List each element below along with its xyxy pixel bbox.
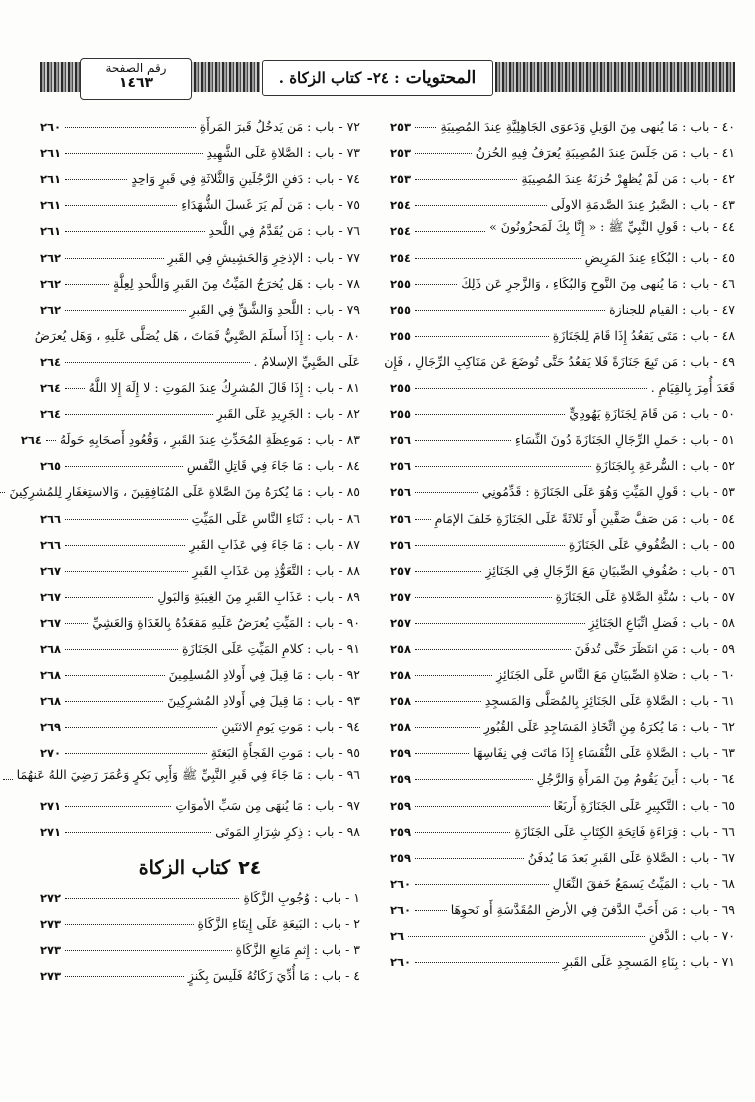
book-heading	[40, 839, 360, 879]
leader-dots	[415, 779, 533, 780]
toc-entry-page: ٢٦٨	[40, 668, 62, 683]
toc-entry-text: ٨٧ - باب : مَا جَاءَ فِي عَذَابِ القَبرِ	[189, 536, 360, 552]
toc-entry-page: ٢٦٤	[40, 407, 62, 422]
toc-entry	[40, 656, 360, 682]
toc-entry	[40, 682, 360, 708]
toc-entry-text: ٥٣ - باب : قَولِ المَيِّتِ وَهُوَ عَلَى الجَنَازَةِ : قَدِّمُونِي	[481, 484, 735, 500]
toc-entry	[390, 839, 735, 865]
leader-dots	[65, 950, 231, 951]
toc-entry-text: ٨٢ - باب : الجَرِيدِ عَلَى القَبرِ	[216, 406, 360, 422]
toc-entry-page: ٢٦٨	[40, 641, 62, 656]
header-title-box	[262, 60, 493, 96]
toc-entry	[40, 160, 360, 186]
toc-entry-text: ٨٠ - باب : إِذَا أَسلَمَ الصَّبِيُّ فَمَاتَ ، هَل يُصَلَّى عَلَيهِ ، وَهَل يُعرَضُ	[34, 327, 360, 343]
toc-entry-text: ٩١ - باب : كلامِ المَيِّتِ عَلَى الجَنَازَةِ	[182, 640, 360, 656]
toc-entry-text: ٤ - باب : مَا أُدِّيَ زَكَاتُهُ فَلَيسَ بِكَنزٍ	[187, 968, 360, 983]
toc-entry-text: ٢ - باب : البَيعَةِ عَلَى إِيتَاءِ الزَّكَاةِ	[197, 915, 360, 931]
leader-dots	[65, 545, 185, 546]
toc-entry	[390, 708, 735, 734]
toc-entry	[390, 760, 735, 786]
toc-entry	[40, 879, 360, 905]
toc-entry-page: ٢٧٣	[40, 916, 62, 931]
toc-entry-text: ٣ - باب : إِثمِ مَانِعِ الزَّكَاةِ	[235, 941, 360, 957]
toc-entry-page: ٢٥٥	[390, 381, 412, 396]
toc-entry-text: ٧٨ - باب : هَل يُخرَجُ المَيِّتُ مِنَ القَبرِ وَاللَّحدِ لِعِلَّةٍ	[112, 275, 360, 291]
toc-entry-text: ٤٩ - باب : مَن تَبِعَ جَنَازَةً فَلا يَقعُدُ حَتَّى تُوضَعَ عَن مَنَاكِبِ الرِّجَالِ ، فَإِن	[384, 353, 735, 369]
toc-entry-page: ٢٦٠	[40, 120, 62, 135]
toc-entry	[16, 760, 360, 786]
toc-column-right	[384, 108, 735, 970]
toc-entry-text: ٦٧ - باب : الصَّلاةِ عَلَى القَبرِ بَعدَ مَا يُدفَنُ	[527, 849, 735, 865]
toc-entry-text: ٦٣ - باب : الصَّلاةِ عَلَى النُّفَسَاءِ إِذَا مَاتَت فِي نِفَاسِهَا	[473, 745, 735, 761]
toc-entry-page: ٢٥٧	[390, 563, 412, 578]
toc-entry-text: ٩٤ - باب : مَوتِ يَومِ الاثنَينِ	[221, 719, 360, 735]
page-header	[40, 58, 735, 98]
toc-entry-page: ٢٥٨	[390, 694, 412, 709]
toc-entry-page: ٢٥٤	[390, 224, 412, 239]
toc-entry	[40, 134, 360, 160]
leader-dots	[65, 153, 202, 154]
toc-entry-text: ٥٤ - باب : مَن صَفَّ صَفَّينِ أَو ثَلاثَةً عَلَى الجَنَازَةِ خَلفَ الإمَامِ	[434, 510, 735, 526]
leader-dots	[415, 258, 581, 259]
leader-dots	[415, 910, 447, 911]
leader-dots	[415, 545, 565, 546]
toc-entry	[40, 578, 360, 604]
toc-entry-text: ١ - باب : وُجُوبِ الزَّكَاةِ	[243, 889, 360, 905]
toc-entry-text: ٤٣ - باب : الصَّبرُ عِندَ الصَّدمَةِ الاولَى	[550, 197, 735, 213]
toc-entry-page: ٢٥٤	[390, 198, 412, 213]
toc-entry	[390, 865, 735, 891]
toc-entry-text: ٨٤ - باب : مَا جَاءَ فِي قَاتِلِ النَّفسِ	[186, 458, 360, 474]
toc-entry-page: ٢٥٩	[390, 798, 412, 813]
leader-dots	[65, 466, 183, 467]
toc-entry-text: ٥٧ - باب : سُنَّةِ الصَّلاةِ عَلَى الجَنَازَةِ	[555, 588, 735, 604]
header-subtitle: : ٢٤- كتاب الزكاة .	[278, 69, 400, 87]
header-ornament-right	[495, 62, 735, 92]
toc-entry-page: ٢٦٤	[40, 381, 62, 396]
toc-entry-text: ٨٨ - باب : التَّعَوُّذِ مِن عَذَابِ القَبرِ	[192, 562, 360, 578]
toc-entry	[390, 447, 735, 473]
toc-entry	[390, 786, 735, 812]
toc-entry	[390, 734, 735, 760]
toc-entry-page: ٢٦٠	[390, 876, 412, 891]
toc-entry-page: ٢٥٦	[390, 485, 412, 500]
toc-entry-page: ٢٦٠	[390, 902, 412, 917]
leader-dots	[65, 753, 207, 754]
leader-dots	[65, 806, 171, 807]
leader-dots	[415, 858, 524, 859]
toc-entry-page: ٢٦٢	[40, 250, 62, 265]
toc-entry	[40, 291, 360, 317]
book-title: كتاب الزكاة	[138, 856, 231, 879]
header-page-box	[80, 58, 192, 100]
toc-entry	[390, 499, 735, 525]
toc-entry-text: ٤١ - باب : مَن جَلَسَ عِندَ المُصِيبَةِ يُعرَفُ فِيهِ الحُزنُ	[475, 145, 735, 161]
leader-dots	[415, 675, 492, 676]
toc-entry	[390, 212, 735, 238]
toc-entry	[390, 238, 735, 264]
toc-entry-text: ٥٦ - باب : صُفُوفِ الصِّبيَانِ مَعَ الرِّجَالِ فِي الجَنَائِزِ	[485, 562, 735, 578]
toc-entry	[390, 604, 735, 630]
leader-dots	[408, 936, 645, 937]
leader-dots	[65, 623, 88, 624]
toc-entry-text: ٥٥ - باب : الصُّفُوفِ عَلَى الجَنَازَةِ	[568, 536, 735, 552]
toc-entry-text-cont: قَعَدَ أُمِرَ بِالقِيَامِ .	[650, 380, 735, 396]
toc-entry-page: ٢٦٦	[40, 537, 62, 552]
toc-entry-text: ٨٦ - باب : ثَنَاءِ النَّاسِ عَلَى المَيِّتِ	[191, 510, 360, 526]
leader-dots	[415, 179, 517, 180]
leader-dots	[65, 127, 196, 128]
toc-entry-page: ٢٥٣	[390, 172, 412, 187]
toc-entry-page: ٢٦٠	[390, 955, 412, 970]
leader-dots	[65, 675, 165, 676]
toc-entry-text: ٥٨ - باب : فَضلِ اتِّبَاعِ الجَنَائِزِ	[588, 614, 735, 630]
leader-dots	[415, 649, 571, 650]
toc-entry	[40, 552, 360, 578]
toc-entry	[390, 473, 735, 499]
leader-dots	[415, 884, 549, 885]
leader-dots	[415, 466, 591, 467]
toc-entry-text: ٤٢ - باب : مَن لَمْ يُظهِرْ حُزنَهُ عِندَ المُصِيبَةِ	[521, 171, 735, 187]
toc-entry	[40, 395, 360, 421]
toc-entry	[40, 499, 360, 525]
toc-entry-page: ٢٥٨	[390, 641, 412, 656]
toc-entry	[40, 931, 360, 957]
toc-entry	[40, 265, 360, 291]
leader-dots	[65, 362, 249, 363]
leader-dots	[65, 258, 163, 259]
leader-dots	[415, 962, 559, 963]
toc-entry	[390, 160, 735, 186]
leader-dots	[415, 440, 511, 441]
toc-entry-page: ٢٥٩	[390, 772, 412, 787]
toc-entry-page: ٢٥٥	[390, 302, 412, 317]
toc-entry-page: ٢٥٦	[390, 433, 412, 448]
toc-entry-text: ٦٦ - باب : قِرَاءَةِ فَاتِحَةِ الكِتَابِ عَلَى الجَنَازَةِ	[514, 823, 735, 839]
toc-entry	[40, 708, 360, 734]
leader-dots	[65, 179, 127, 180]
toc-entry-text: ٩٧ - باب : مَا يُنهَى مِن سَبِّ الأموَاتِ	[175, 797, 360, 813]
toc-entry	[390, 943, 735, 969]
toc-entry-page: ٢٦١	[40, 172, 62, 187]
toc-entry-text: ٧٩ - باب : اللَّحدِ وَالشَّقِّ فِي القَبرِ	[189, 301, 360, 317]
toc-entry-text: ٨١ - باب : إِذَا قَالَ المُشرِكُ عِندَ المَوتِ : لا إِلَهَ إِلا اللَّهُ	[88, 380, 360, 396]
toc-entry-page: ٢٥٩	[390, 746, 412, 761]
leader-dots	[65, 924, 193, 925]
toc-entry-page: ٢٥٩	[390, 850, 412, 865]
toc-entry	[390, 186, 735, 212]
leader-dots	[3, 779, 13, 780]
toc-entry-page: ٢٧٠	[40, 746, 62, 761]
toc-entry-text: ٦٥ - باب : التَّكبِيرِ عَلَى الجَنَازَةِ أَربَعًا	[553, 797, 735, 813]
toc-entry	[40, 630, 360, 656]
toc-entry-text: ٧٦ - باب : مَن يُقَدَّمُ فِي اللَّحدِ	[208, 223, 360, 239]
toc-entry-page: ٢٧١	[40, 824, 62, 839]
toc-entry-page: ٢٦١	[40, 198, 62, 213]
toc-entry-page: ٢٦٨	[40, 694, 62, 709]
toc-entry	[390, 656, 735, 682]
leader-dots	[0, 492, 5, 493]
toc-entry-page: ٢٥٥	[390, 407, 412, 422]
toc-entry-text: ٤٠ - باب : مَا يُنهى مِنَ الوَيلِ وَدَعوَى الجَاهِلِيَّةِ عِندَ المُصِيبَةِ	[440, 119, 735, 135]
leader-dots	[65, 571, 188, 572]
leader-dots	[415, 701, 481, 702]
toc-entry-text: ٩٢ - باب : مَا قِيلَ فِي أَولادِ المُسلِمِينَ	[168, 667, 360, 683]
toc-entry	[40, 905, 360, 931]
toc-entry-text: ٤٥ - باب : البُكَاءِ عِندَ المَرِيضِ	[584, 249, 735, 265]
toc-entry-text: ٧٤ - باب : دَفنِ الرَّجُلَينِ وَالثَّلاثَةِ فِي قَبرٍ وَاحِدٍ	[131, 171, 360, 187]
toc-entry-text: ٤٦ - باب : مَا يُنهى مِنَ النَّوحِ وَالبُكَاءِ ، وَالزَّجرِ عَن ذَلِكَ	[461, 275, 735, 291]
toc-entry	[40, 212, 360, 238]
toc-entry-text: ٩٠ - باب : المَيِّتِ يُعرَضُ عَلَيهِ مَقعَدُهُ بِالغَدَاةِ وَالعَشِيِّ	[92, 614, 360, 630]
toc-entry-text: ٥٩ - باب : مَنِ انتَظَرَ حَتَّى تُدفَنَ	[574, 640, 735, 656]
toc-entry	[40, 369, 360, 395]
toc-entry-text: ٤٨ - باب : مَتَى يَقعُدُ إِذَا قَامَ لِلجَنَازَةِ	[552, 327, 735, 343]
leader-dots	[46, 440, 56, 441]
toc-entry-text: ٩٥ - باب : مَوتِ الفَجأَةِ البَغتَةِ	[210, 745, 360, 761]
leader-dots	[65, 414, 213, 415]
toc-entry	[390, 813, 735, 839]
leader-dots	[65, 388, 85, 389]
leader-dots	[65, 898, 239, 899]
toc-entry-page: ٢٦٤	[20, 433, 42, 448]
toc-column-left	[9, 108, 360, 983]
toc-entry-text: ٦٤ - باب : أَينَ يَقُومُ مِنَ المَرأَةِ وَالرَّجُلِ	[536, 771, 735, 787]
leader-dots	[65, 976, 184, 977]
toc-entry-page: ٢٧٢	[40, 890, 62, 905]
leader-dots	[415, 153, 472, 154]
toc-entry-text: ٤٤ - باب : قَولِ النَّبِيِّ ﷺ : « إِنَّا بِكَ لَمَحزُونُونَ »	[489, 219, 735, 235]
toc-entry-page: ٢٦٧	[40, 563, 62, 578]
header-title: المحتويات	[405, 68, 477, 88]
toc-entry-text: ٧٧ - باب : الإذخِرِ وَالحَشِيشِ فِي القَبرِ	[167, 249, 360, 265]
toc-entry-page: ٢٥٧	[390, 615, 412, 630]
leader-dots	[65, 519, 188, 520]
leader-dots	[415, 753, 469, 754]
toc-entry	[390, 291, 735, 317]
toc-entry-page: ٢٧٣	[40, 942, 62, 957]
toc-entry-text: ٥٢ - باب : السُّرعَةِ بِالجَنَازَةِ	[595, 458, 735, 474]
toc-entry	[40, 526, 360, 552]
leader-dots	[65, 284, 109, 285]
leader-dots	[415, 571, 481, 572]
toc-entry-text: ٨٥ - باب : مَا يُكرَهُ مِنَ الصَّلاةِ عَلَى المُنَافِقِينَ ، وَالاستِغفَارِ لِلمُشرِكِينَ	[9, 484, 360, 500]
toc-entry-page: ٢٥٦	[390, 537, 412, 552]
toc-entry	[20, 421, 360, 448]
toc-entry	[390, 526, 735, 552]
leader-dots	[65, 832, 211, 833]
toc-entry-page: ٢٦١	[40, 224, 62, 239]
leader-dots	[65, 727, 217, 728]
toc-entry	[390, 317, 735, 343]
toc-entry	[40, 734, 360, 760]
toc-entry	[40, 108, 360, 134]
toc-entry	[384, 343, 735, 396]
toc-entry	[390, 108, 735, 134]
toc-entry-text: ٤٧ - باب : القيام للجنازة	[609, 301, 735, 317]
toc-entry	[40, 604, 360, 630]
toc-entry	[40, 186, 360, 212]
leader-dots	[65, 597, 153, 598]
toc-entry	[40, 447, 360, 473]
toc-entry-page: ٢٦٢	[40, 302, 62, 317]
toc-entry-page: ٢٦٧	[40, 615, 62, 630]
toc-entry-page: ٢٥٤	[390, 250, 412, 265]
toc-entry-page: ٢٥٥	[390, 276, 412, 291]
toc-entry-text: ٨٣ - باب : مَوعِظَةِ المُحَدِّثِ عِندَ القَبرِ ، وَقُعُودِ أَصحَابِهِ حَولَهُ	[59, 432, 360, 448]
toc-entry	[390, 630, 735, 656]
leader-dots	[65, 701, 163, 702]
toc-entry-text: ٦١ - باب : الصَّلاةِ عَلَى الجَنَائِزِ بِالمُصَلَّى وَالمَسجِدِ	[484, 693, 735, 709]
toc-entry-page: ٢٦٤	[40, 354, 62, 369]
toc-entry-page: ٢٥٧	[390, 589, 412, 604]
leader-dots	[415, 519, 431, 520]
toc-entry-page: ٢٥٥	[390, 328, 412, 343]
toc-entry-text: ٧٣ - باب : الصَّلاةِ عَلَى الشَّهِيدِ	[206, 145, 360, 161]
leader-dots	[65, 231, 204, 232]
toc-entry-text: ٥١ - باب : حَملِ الرِّجَالِ الجَنَازَةَ دُونَ النِّسَاءِ	[514, 432, 735, 448]
leader-dots	[415, 597, 552, 598]
toc-entry-text: ٦٨ - باب : المَيِّتُ يَسمَعُ خَفقَ النِّعَالِ	[552, 875, 735, 891]
toc-entry-text: ٥٠ - باب : مَن قَامَ لِجَنَازَةِ يَهُودِيٍّ	[569, 406, 735, 422]
toc-entry	[390, 891, 735, 917]
leader-dots	[65, 205, 177, 206]
toc-entry	[390, 917, 735, 943]
leader-dots	[65, 310, 186, 311]
toc-entry	[390, 578, 735, 604]
toc-entry-text: ٦٩ - باب : مَن أَحَبَّ الدَّفنَ فِي الأرضِ المُقَدَّسَةِ أَو نَحوِهَا	[450, 901, 735, 917]
leader-dots	[415, 727, 480, 728]
leader-dots	[415, 336, 549, 337]
toc-entry-text-cont: عَلَى الصَّبِيِّ الإسلامُ .	[253, 353, 360, 369]
leader-dots	[65, 649, 178, 650]
toc-entry-page: ٢٧١	[40, 798, 62, 813]
toc-entry-text: ٦٢ - باب : مَا يُكرَهُ مِنِ اتِّخَاذِ المَسَاجِدِ عَلَى القُبُورِ	[483, 719, 735, 735]
toc-entry-page: ٢٦١	[40, 146, 62, 161]
leader-dots	[415, 127, 436, 128]
page-number: ١٤٦٣	[118, 75, 154, 91]
book-number: ٢٤	[238, 856, 262, 879]
toc-entry-page: ٢٥٣	[390, 146, 412, 161]
toc-entry-page: ٢٦٥	[40, 459, 62, 474]
toc-entry-text: ٧٠ - باب : الدَّفنِ	[648, 928, 735, 943]
toc-entry	[390, 682, 735, 708]
toc-entry	[390, 421, 735, 447]
leader-dots	[415, 492, 478, 493]
toc-entry-page: ٢٥٨	[390, 720, 412, 735]
page-number-label: رقم الصفحة	[105, 61, 167, 75]
toc-entry-text: ٧٢ - باب : مَن يَدخُلُ قَبرَ المَرأَةِ	[199, 119, 360, 135]
toc-entry	[34, 317, 360, 369]
leader-dots	[415, 806, 549, 807]
toc-entry	[9, 473, 360, 500]
toc-entry-page: ٢٦٧	[40, 589, 62, 604]
toc-entry	[40, 786, 360, 812]
leader-dots	[415, 388, 647, 389]
toc-entry	[40, 957, 360, 983]
toc-entry-page: ٢٥٦	[390, 459, 412, 474]
leader-dots	[415, 310, 605, 311]
leader-dots	[415, 231, 485, 232]
leader-dots	[415, 284, 457, 285]
toc-entry	[390, 134, 735, 160]
toc-entry	[390, 395, 735, 421]
toc-entry-page: ٢٥٣	[390, 120, 412, 135]
toc-entry	[390, 265, 735, 291]
toc-entry-text: ٧٥ - باب : مَن لَم يَرَ غَسلَ الشُّهَدَاءِ	[181, 197, 360, 213]
toc-entry-text: ٩٣ - باب : مَا قِيلَ فِي أَولادِ المُشرِكِينَ	[167, 693, 360, 709]
toc-entry	[40, 238, 360, 264]
leader-dots	[415, 414, 565, 415]
toc-entry	[40, 813, 360, 839]
toc-entry-text: ٩٨ - باب : ذِكرِ شِرَارِ المَوتَى	[215, 823, 360, 839]
leader-dots	[415, 832, 510, 833]
toc-entry-text: ٦٠ - باب : صَلاةِ الصِّبيَانِ مَعَ النَّاسِ عَلَى الجَنَائِزِ	[496, 667, 735, 683]
toc-entry-page: ٢٦	[390, 929, 405, 943]
toc-entry-text: ٨٩ - باب : عَذَابِ القَبرِ مِنَ الغِيبَةِ وَالبَولِ	[157, 588, 360, 604]
toc-entry-text: ٧١ - باب : بِنَاءِ المَسجِدِ عَلَى القَبرِ	[562, 954, 735, 970]
toc-entry-page: ٢٧٣	[40, 969, 62, 983]
toc-entry-page: ٢٥٨	[390, 668, 412, 683]
toc-entry-page: ٢٦٦	[40, 511, 62, 526]
toc-entry-page: ٢٦٩	[40, 720, 62, 735]
toc-entry	[390, 552, 735, 578]
toc-entry-page: ٢٥٦	[390, 511, 412, 526]
toc-entry-text: ٩٦ - باب : مَا جَاءَ فِي قَبرِ النَّبِيِّ ﷺ وَأَبِي بَكرٍ وَعُمَرَ رَضِيَ اللهُ عَنهُمَا	[16, 767, 360, 783]
leader-dots	[415, 623, 585, 624]
leader-dots	[415, 205, 547, 206]
toc-entry-page: ٢٦٢	[40, 276, 62, 291]
toc-entry-page: ٢٥٩	[390, 824, 412, 839]
